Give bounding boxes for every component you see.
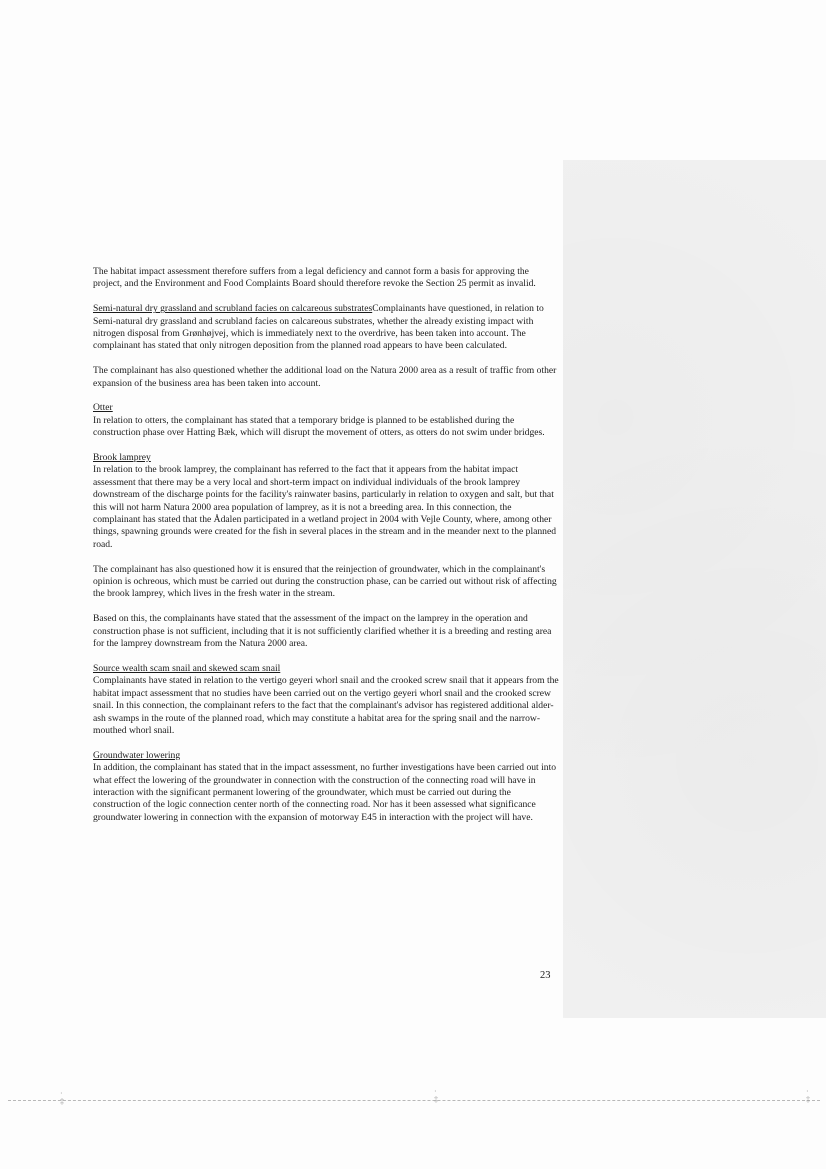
paragraph-lamprey-assessment — [93, 613, 559, 650]
scan-registration-mark: · ‡ — [60, 1089, 64, 1106]
section-grassland — [93, 303, 559, 353]
paragraph-text: The habitat impact assessment therefore suffers from a legal deficiency and cannot form a basis for approving the project, and the Environment and Food Complaints Board should therefore revoke the Section 25 permit as invalid. — [93, 266, 536, 290]
scan-registration-mark: · ‡ — [806, 1087, 810, 1104]
page-number: 23 — [540, 970, 551, 981]
section-heading-brook-lamprey: Brook lamprey — [93, 452, 151, 464]
section-snail — [93, 663, 559, 737]
scan-registration-mark: · ‡ — [434, 1087, 438, 1104]
scan-shadow-area — [563, 160, 826, 1018]
paragraph-text: In relation to otters, the complainant has stated that a temporary bridge is planned to be established during the construction phase over Hatting Bæk, which will disrupt the movement of otters, as otters do not swim under bridges. — [93, 414, 545, 439]
paragraph-text: In relation to the brook lamprey, the complainant has referred to the fact that it appears from the habitat impact assessment that there may be a very local and short-term impact on individual individuals of the brook lamprey downstream of the discharge points for the facility's rainwater basins, particularly in relation to oxygen and salt, but that this will not harm Natura 2000 area population of lamprey, as it is not a breeding area. In this connection, the complainant has stated that the Ådalen participated in a wetland project in 2004 with Vejle County, where, among other things, spawning grounds were created for the fish in several places in the stream and in the meander next to the planned road. — [93, 464, 557, 550]
paragraph-text: Based on this, the complainants have stated that the assessment of the impact on the lamprey in the operation and construction phase is not sufficient, including that it is not sufficiently clarified whether it is a breeding and resting area for the lamprey downstream from the Natura 2000 area. — [93, 613, 552, 650]
paragraph-text: The complainant has also questioned how it is ensured that the reinjection of groundwater, which in the complainant's opinion is ochreous, which must be carried out during the construction phase, can be carried out without risk of affecting the brook lamprey, which lives in the fresh water in the stream. — [93, 563, 557, 600]
paragraph-reinjection — [93, 564, 559, 601]
document-body — [93, 266, 559, 837]
paragraph-conclusion — [93, 266, 559, 291]
paragraph-text: In addition, the complainant has stated that in the impact assessment, no further investigations have been carried out into what effect the lowering of the groundwater in connection with the construction of the connecting road will have in interaction with the significant permanent lowering of the groundwater, which must be carried out during the construction of the logic connection center north of the connecting road. Nor has it been assessed what significance groundwater lowering in connection with the expansion of motorway E45 in interaction with the project will have. — [93, 762, 557, 823]
section-heading-groundwater: Groundwater lowering — [93, 749, 181, 761]
section-groundwater — [93, 750, 559, 824]
paragraph-text: The complainant has also questioned whether the additional load on the Natura 2000 area as a result of traffic from other expansion of the business area has been taken into account. — [93, 365, 557, 389]
section-heading-grassland: Semi-natural dry grassland and scrubland facies on calcareous substrates — [93, 303, 373, 315]
paragraph-text: Complainants have stated in relation to the vertigo geyeri whorl snail and the crooked screw snail that it appears from the habitat impact assessment that no studies have been carried out on the vertigo geyeri whorl snail and the crooked screw snail. In this connection, the complainant refers to the fact that the complainant's advisor has registered additional alder-ash swamps in the route of the planned road, which may constitute a habitat area for the spring snail and the narrow-mouthed whorl snail. — [93, 675, 559, 736]
scan-edge-line — [8, 1100, 820, 1101]
section-brook-lamprey — [93, 452, 559, 551]
paragraph-additional-load — [93, 365, 559, 390]
section-heading-snail: Source wealth scam snail and skewed scam snail — [93, 662, 281, 674]
section-heading-otter: Otter — [93, 402, 113, 414]
section-otter — [93, 402, 559, 439]
paragraph-text: Complainants have questioned, in relation to Semi-natural dry grassland and scrubland facies on calcareous substrates, whether the already existing impact with nitrogen disposal from Grønhøjvej, which is immediately next to the overdrive, has been taken into account. The complainant has stated that only nitrogen deposition from the planned road appears to have been calculated. — [93, 303, 544, 352]
